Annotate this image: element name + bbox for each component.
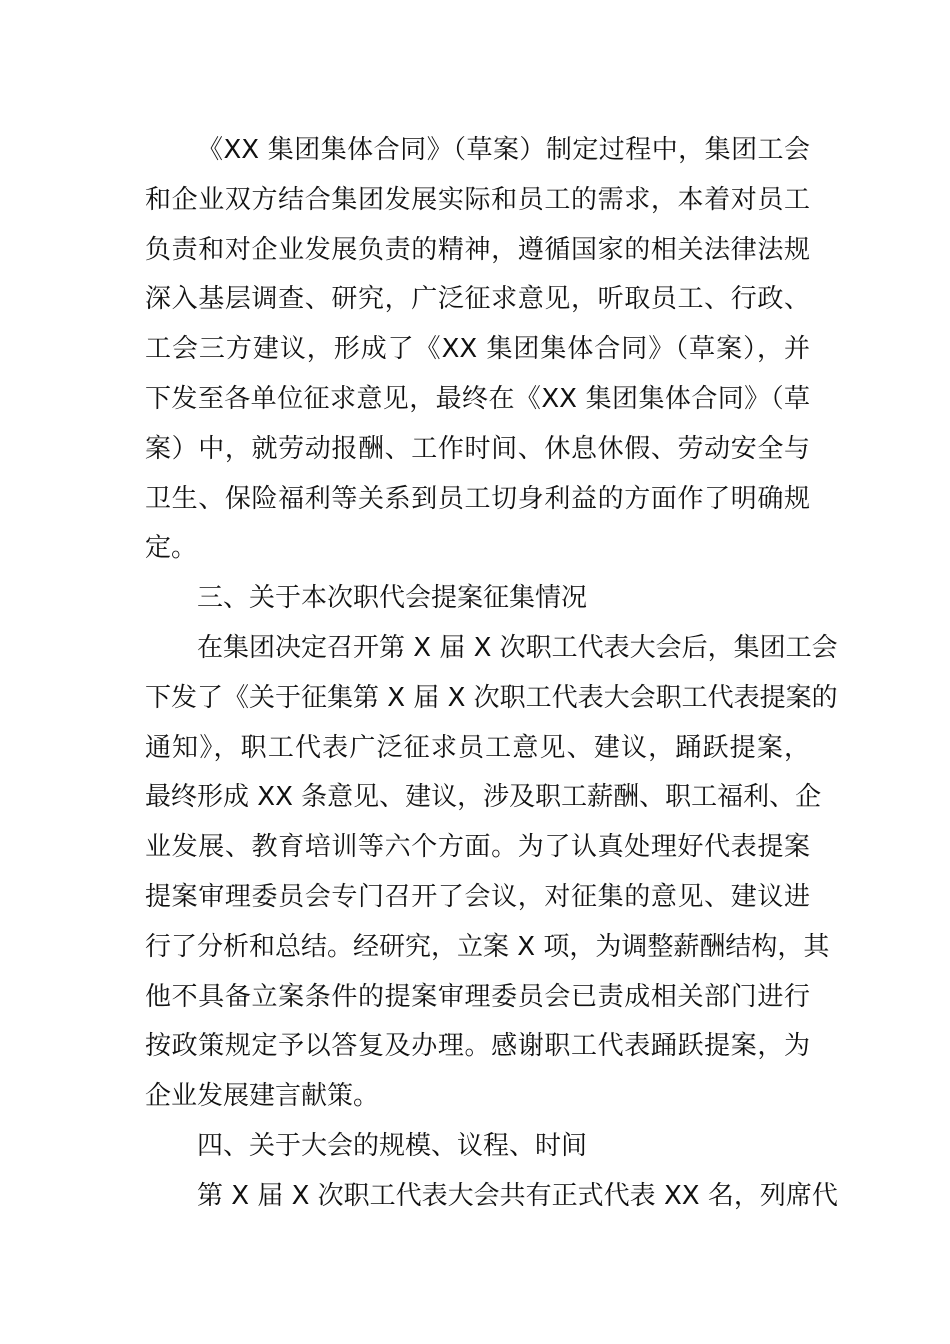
section-heading-4 (145, 1122, 810, 1172)
text-line: 卫生、保险福利等关系到员工切身利益的方面作了明确规 (145, 483, 810, 514)
text-line: 工会三方建议，形成了《XX 集团集体合同》（草案），并 (145, 334, 810, 365)
text-line: 定。 (145, 533, 198, 564)
text-line: 和企业双方结合集团发展实际和员工的需求，本着对员工 (145, 184, 810, 215)
text-line: 深入基层调查、研究，广泛征求意见，听取员工、行政、 (145, 284, 810, 315)
text-line: 下发了《关于征集第 X 届 X 次职工代表大会职工代表提案的 (145, 682, 838, 713)
text-line: 按政策规定予以答复及办理。感谢职工代表踊跃提案，为 (145, 1031, 810, 1062)
text-line: 业发展、教育培训等六个方面。为了认真处理好代表提案 (145, 832, 810, 863)
text-line: 下发至各单位征求意见，最终在《XX 集团集体合同》（草 (145, 383, 810, 414)
text-line: 最终形成 XX 条意见、建议，涉及职工薪酬、职工福利、企 (145, 782, 822, 813)
text-line: 负责和对企业发展负责的精神，遵循国家的相关法律法规 (145, 234, 810, 265)
text-line: 企业发展建言献策。 (145, 1081, 380, 1112)
text-line: 通知》，职工代表广泛征求员工意见、建议，踊跃提案， (145, 732, 810, 763)
text-line: 案）中，就劳动报酬、工作时间、休息休假、劳动安全与 (145, 433, 810, 464)
heading-text: 三、关于本次职代会提案征集情况 (197, 583, 588, 614)
text-line: 他不具备立案条件的提案审理委员会已责成相关部门进行 (145, 981, 810, 1012)
section-heading-3 (145, 574, 810, 624)
text-line: 第 X 届 X 次职工代表大会共有正式代表 XX 名，列席代 (197, 1180, 838, 1211)
text-line: 在集团决定召开第 X 届 X 次职工代表大会后，集团工会 (197, 632, 838, 663)
text-line: 《XX 集团集体合同》（草案）制定过程中，集团工会 (197, 135, 810, 165)
heading-text: 四、关于大会的规模、议程、时间 (197, 1130, 588, 1161)
text-line: 行了分析和总结。经研究，立案 X 项，为调整薪酬结构，其 (145, 931, 830, 962)
paragraph-contract-draft (145, 126, 810, 574)
document-body (145, 126, 838, 1222)
paragraph-proposal-collection (145, 624, 838, 1122)
paragraph-conference-scale (145, 1172, 838, 1222)
text-line: 提案审理委员会专门召开了会议，对征集的意见、建议进 (145, 881, 810, 912)
